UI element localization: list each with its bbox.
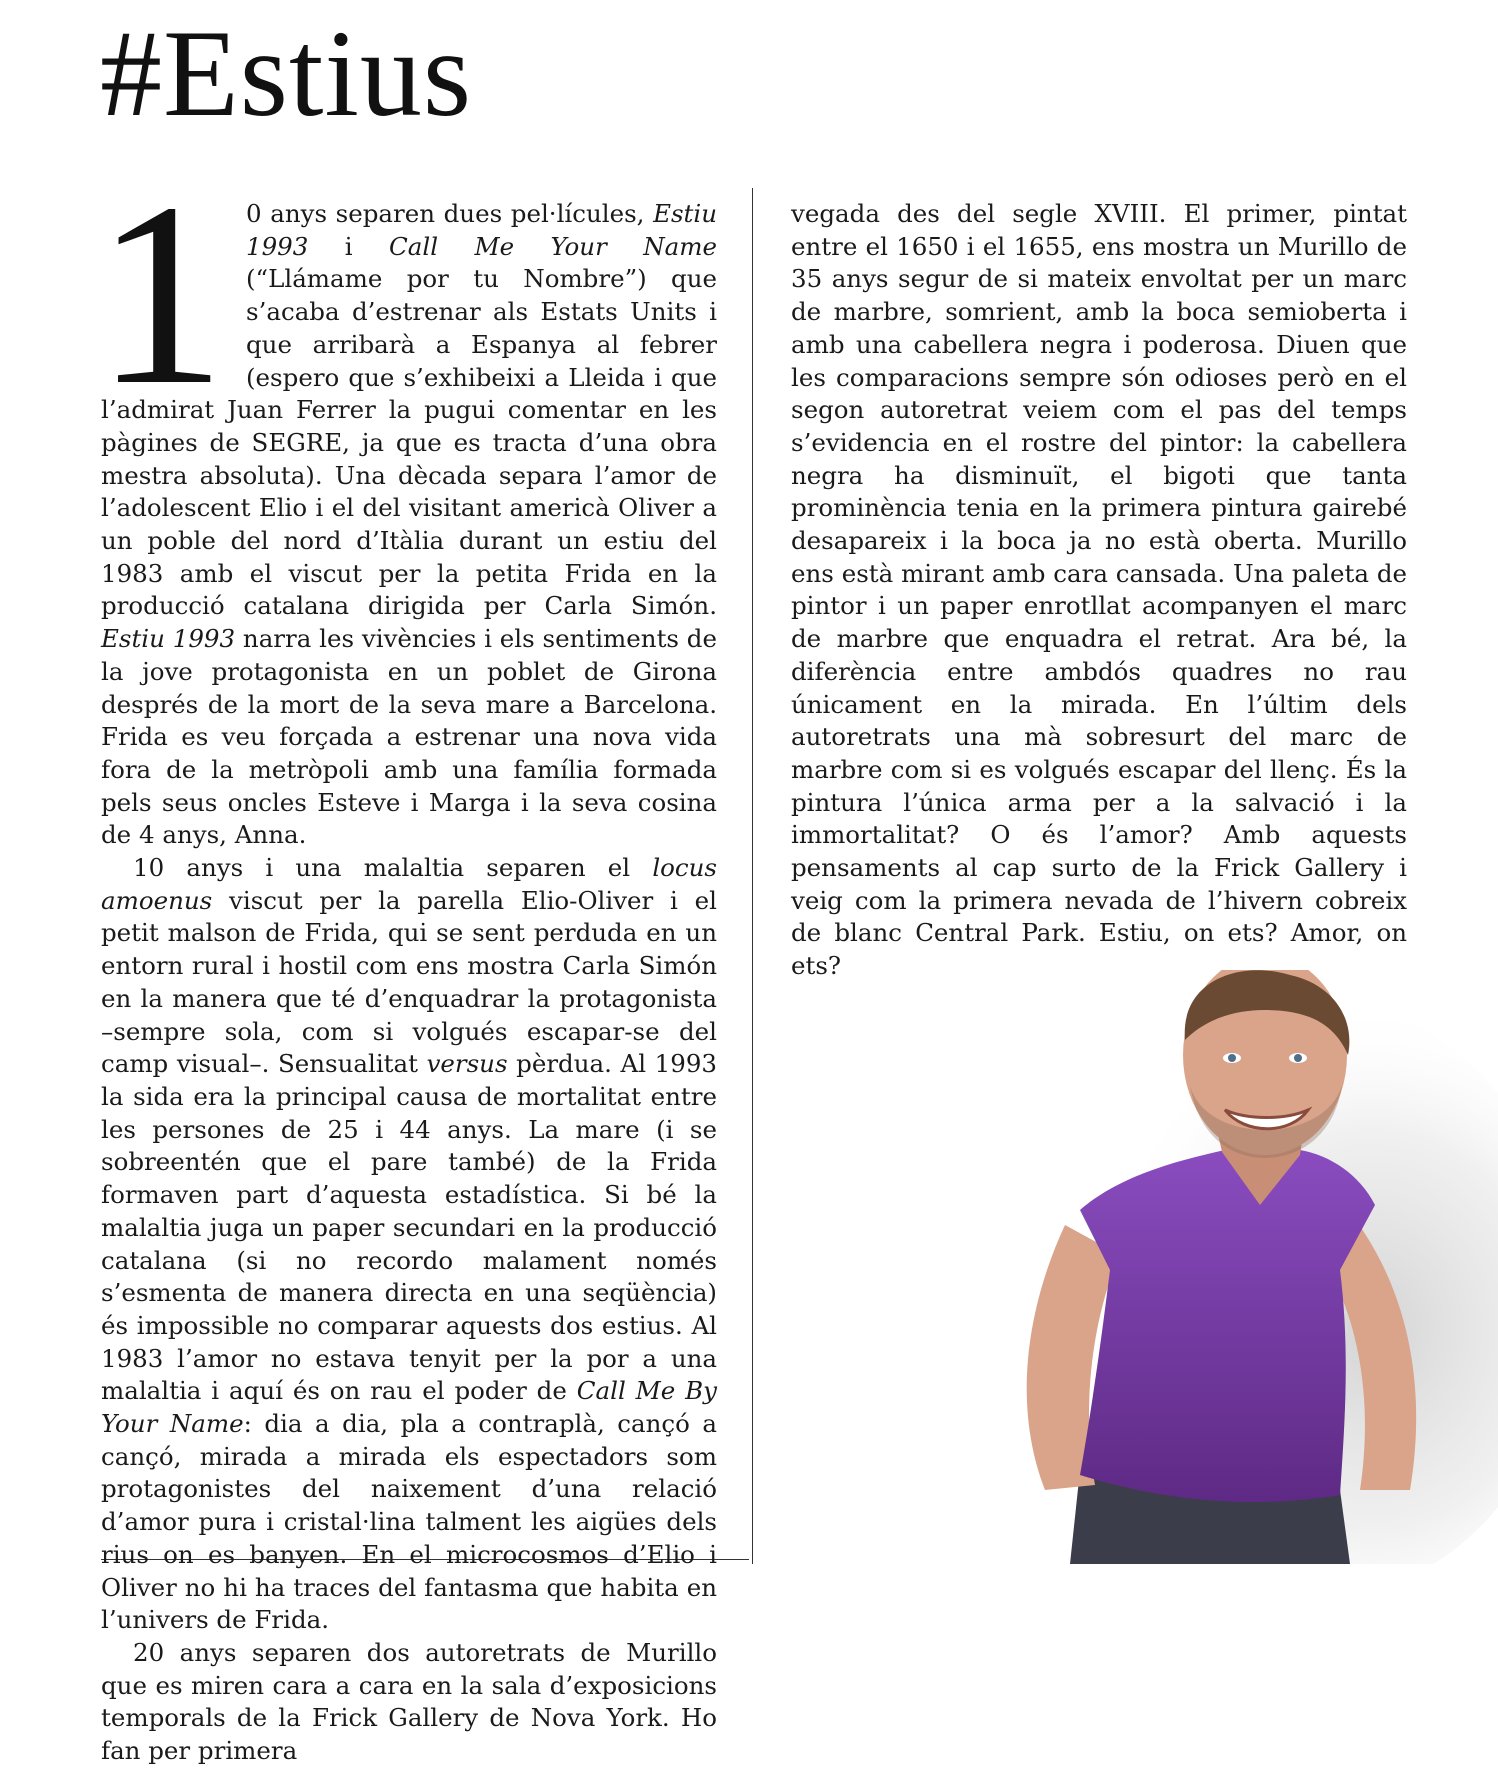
italic-text: Call Me Your Name xyxy=(389,231,717,261)
italic-text: versus xyxy=(426,1049,508,1079)
paragraph-3 xyxy=(101,1637,717,1768)
headline: #Estius xyxy=(100,5,473,142)
body-text: : dia a dia, pla a contraplà, cançó a cançó, mirada a mirada els espectadors som protagonistes del naixement d’una relació d’amor pura i cristal·lina talment les aigües dels rius on es banyen. En el microcosmos d’Elio i Oliver no hi ha traces del fantasma que habita en l’univers de Frida. xyxy=(101,1409,717,1635)
italic-text: locus amoenus xyxy=(101,853,717,915)
italic-text: Estiu 1993 xyxy=(246,199,717,261)
body-text: vegada des del segle XVIII. El primer, pintat entre el 1650 i el 1655, ens mostra un Murillo de 35 anys segur de si mateix envoltat per un marc de marbre, somrient, amb la boca semioberta i amb una cabellera negra i poderosa. Diuen que les comparacions sempre són odioses però en el segon autoretrat veiem com el pas del temps s’evidencia en el rostre del pintor: la cabellera negra ha disminuït, el bigoti que tanta prominència tenia en la primera pintura gairebé desapareix i la boca ja no està oberta. Murillo ens està mirant amb cara cansada. Una paleta de pintor i un paper enrotllat acompanyen el marc de marbre que enquadra el retrat. Ara bé, la diferència entre ambdós quadres no rau únicament en la mirada. En l’últim dels autoretrats una mà sobresurt del marc de marbre com si es volgués escapar del llenç. És la pintura l’única arma per a la salvació i la immortalitat? O és l’amor? Amb aquests pensaments al cap surto de la Frick Gallery i veig com la primera nevada de l’hivern cobreix de blanc Central Park. Estiu, on ets? Amor, on ets? xyxy=(791,199,1407,981)
body-text: i xyxy=(308,231,390,261)
body-text: pèrdua. Al 1993 la sida era la principal causa de mortalitat entre les persones de 25 i 44 anys. La mare (i se sobreentén que el pare també) de la Frida formaven part d’aquesta estadística. Si bé la malaltia juga un paper secundari en la producció catalana (si no recordo malament només s’esmenta de manera directa en una seqüència) és impossible no comparar aquests dos estius. Al 1983 l’amor no estava tenyit per la por a una malaltia i aquí és on rau el poder de xyxy=(101,1049,717,1406)
body-text: narra les vivències i els sentiments de la jove protagonista en un poblet de Girona després de la mort de la seva mare a Barcelona. Frida es veu forçada a estrenar una nova vida fora de la metròpoli amb una família formada pels seus oncles Esteve i Marga i la seva cosina de 4 anys, Anna. xyxy=(101,624,717,850)
drop-cap: 1 xyxy=(95,149,226,439)
body-text: 0 anys separen dues pel·lícules, xyxy=(246,199,654,228)
body-text: viscut per la parella Elio-Oliver i el petit malson de Frida, qui se sent perduda en un entorn rural i hostil com ens mostra Carla Simón en la manera que té d’enquadrar la protagonista –sempre sola, com si volgués escapar-se del camp visual–. Sensualitat xyxy=(101,885,717,1079)
author-portrait-photo xyxy=(1010,970,1498,1564)
italic-text: Call Me By Your Name xyxy=(101,1376,718,1439)
italic-text: Estiu 1993 xyxy=(101,624,236,654)
article-column-right xyxy=(791,198,1407,983)
column-divider xyxy=(752,188,753,1564)
article-column-left xyxy=(95,149,718,1768)
body-text: 10 anys i una malaltia separen el xyxy=(133,853,653,883)
body-text: (“Llámame por tu Nombre”) que s’acaba d’estrenar als Estats Units i que arribarà a Espanya al febrer (espero que s’exhibeixi a Lleida i que l’admirat Juan Ferrer la pugui comentar en les pàgines de SEGRE, ja que es tracta d’una obra mestra absoluta). Una dècada separa l’amor de l’adolescent Elio i el del visitant americà Oliver a un poble del nord d’Itàlia durant un estiu del 1983 amb el viscut per la petita Frida en la producció catalana dirigida per Carla Simón. xyxy=(101,264,717,621)
body-text: 20 anys separen dos autoretrats de Murillo que es miren cara a cara en la sala d’exposicions temporals de la Frick Gallery de Nova York. Ho fan per primera xyxy=(101,1637,717,1766)
author-portrait-icon xyxy=(1010,970,1498,1564)
paragraph-2 xyxy=(101,852,717,1637)
paragraph-4 xyxy=(791,198,1407,983)
